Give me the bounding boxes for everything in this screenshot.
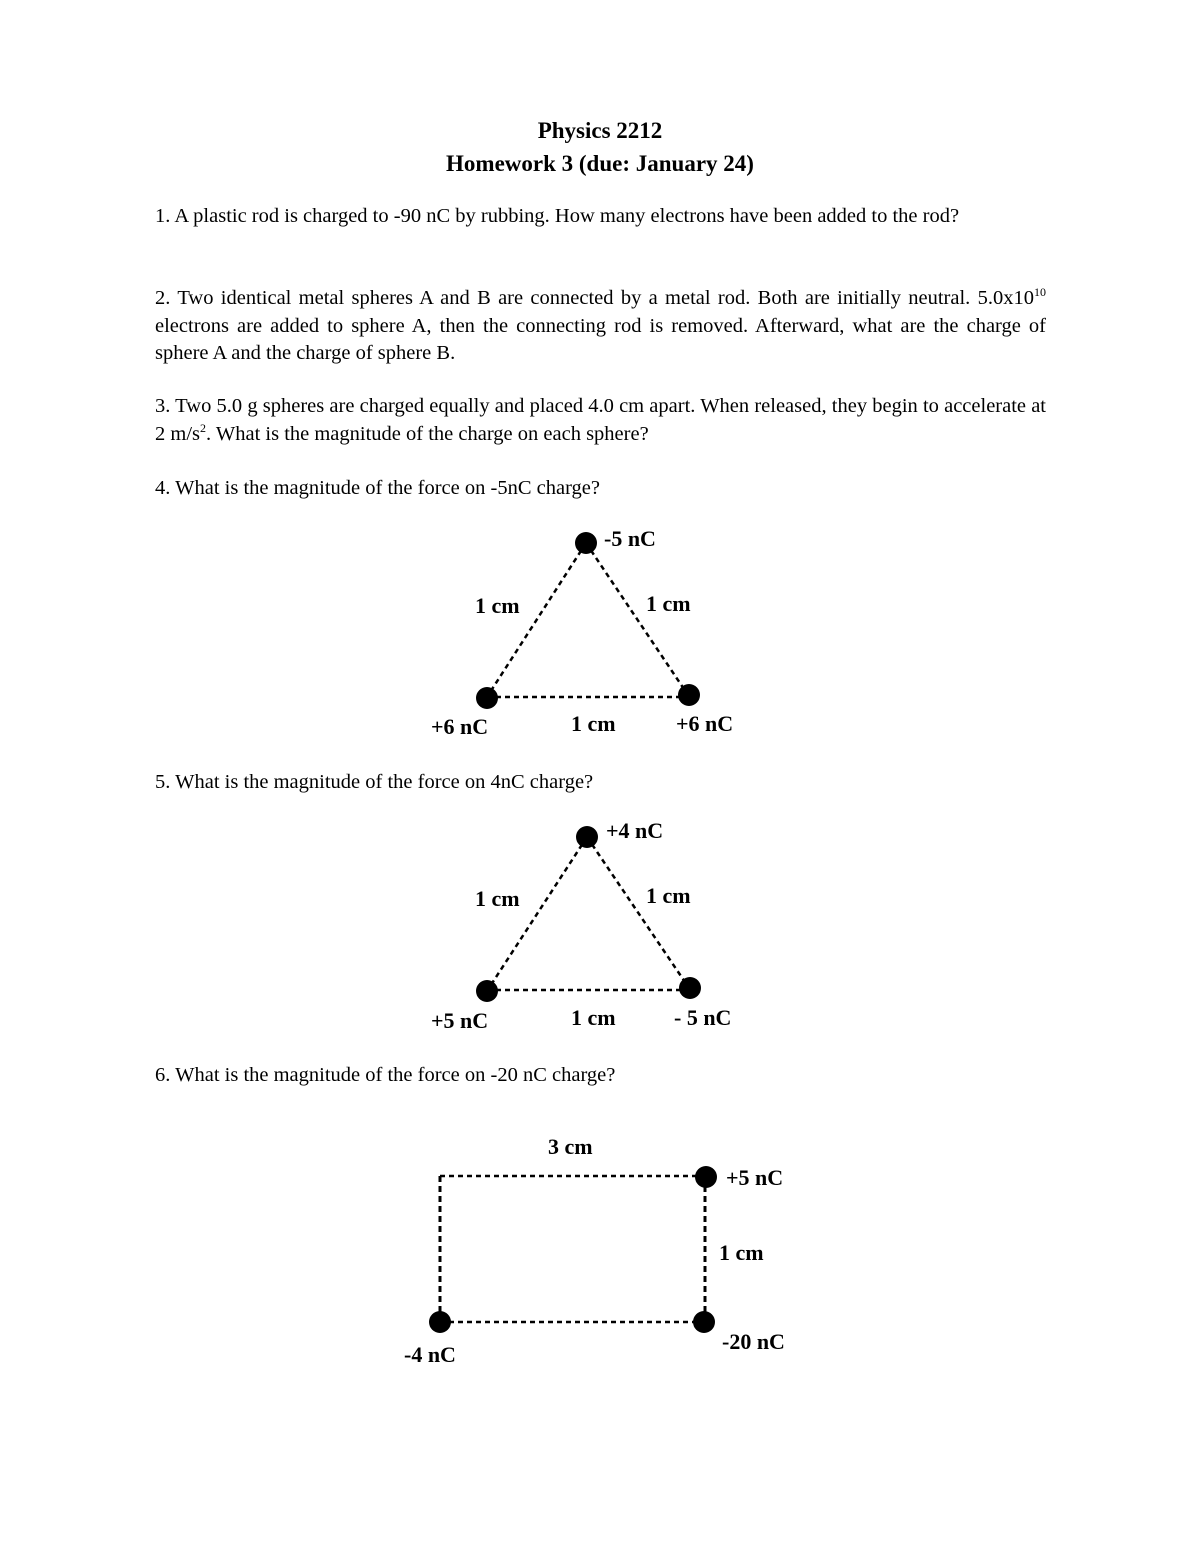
- question-2-text-b: electrons are added to sphere A, then the connecting rod is removed. Afterward, what are the charge of sphere A and the charge of sphere B.: [155, 314, 1046, 364]
- fig3-bottom-left-charge-label: -4 nC: [404, 1342, 456, 1367]
- question-3-text-a: 3. Two 5.0 g spheres are charged equally and placed 4.0 cm apart. When released, they begin to accelerate at 2 m/s: [155, 395, 1046, 445]
- question-5: 5. What is the magnitude of the force on 4nC charge?: [155, 771, 594, 793]
- document-subtitle: Homework 3 (due: January 24): [446, 151, 754, 176]
- fig3-top-right-charge-label: +5 nC: [726, 1165, 784, 1190]
- fig2-left-side-label: 1 cm: [475, 886, 520, 911]
- fig3-top-side-label: 3 cm: [548, 1134, 593, 1159]
- fig1-right-charge-label: +6 nC: [676, 711, 734, 736]
- fig2-top-charge-label: +4 nC: [606, 818, 664, 843]
- fig3-bottom-left-charge-dot: [429, 1311, 451, 1333]
- question-3-exponent: 2: [200, 420, 206, 435]
- document-title: Physics 2212: [537, 118, 663, 143]
- question-2-text-a: 2. Two identical metal spheres A and B are connected by a metal rod. Both are initially neutral. 5.0x10: [155, 287, 1034, 309]
- fig2-top-charge-dot: [576, 826, 598, 848]
- fig1-top-charge-label: -5 nC: [604, 526, 656, 551]
- question-1: 1. A plastic rod is charged to -90 nC by rubbing. How many electrons have been added to the rod?: [155, 205, 960, 227]
- question-2-exponent: 10: [1034, 285, 1046, 300]
- fig3-bottom-right-charge-label: -20 nC: [722, 1329, 785, 1354]
- fig1-left-charge-label: +6 nC: [431, 714, 489, 739]
- question-6: 6. What is the magnitude of the force on -20 nC charge?: [155, 1064, 616, 1086]
- fig2-left-charge-dot: [476, 980, 498, 1002]
- fig2-right-charge-dot: [679, 977, 701, 999]
- fig3-right-side-label: 1 cm: [719, 1240, 764, 1265]
- fig1-left-side-label: 1 cm: [475, 593, 520, 618]
- fig1-right-edge: [586, 543, 688, 695]
- fig1-right-charge-dot: [678, 684, 700, 706]
- figure-3-rectangle: [404, 1134, 785, 1367]
- fig2-left-charge-label: +5 nC: [431, 1008, 489, 1033]
- fig2-right-side-label: 1 cm: [646, 883, 691, 908]
- fig3-top-right-charge-dot: [695, 1166, 717, 1188]
- fig1-top-charge-dot: [575, 532, 597, 554]
- fig3-bottom-right-charge-dot: [693, 1311, 715, 1333]
- fig2-bottom-side-label: 1 cm: [571, 1005, 616, 1030]
- fig2-right-edge: [587, 837, 689, 988]
- figure-1-triangle: [431, 526, 733, 739]
- fig1-right-side-label: 1 cm: [646, 591, 691, 616]
- fig2-right-charge-label: - 5 nC: [674, 1005, 732, 1030]
- question-3-text-b: . What is the magnitude of the charge on each sphere?: [206, 422, 649, 445]
- fig1-bottom-side-label: 1 cm: [571, 711, 616, 736]
- fig1-left-charge-dot: [476, 687, 498, 709]
- fig1-left-edge: [487, 543, 586, 697]
- question-4: 4. What is the magnitude of the force on -5nC charge?: [155, 477, 600, 499]
- fig2-left-edge: [487, 837, 587, 991]
- figure-2-triangle: [431, 818, 731, 1033]
